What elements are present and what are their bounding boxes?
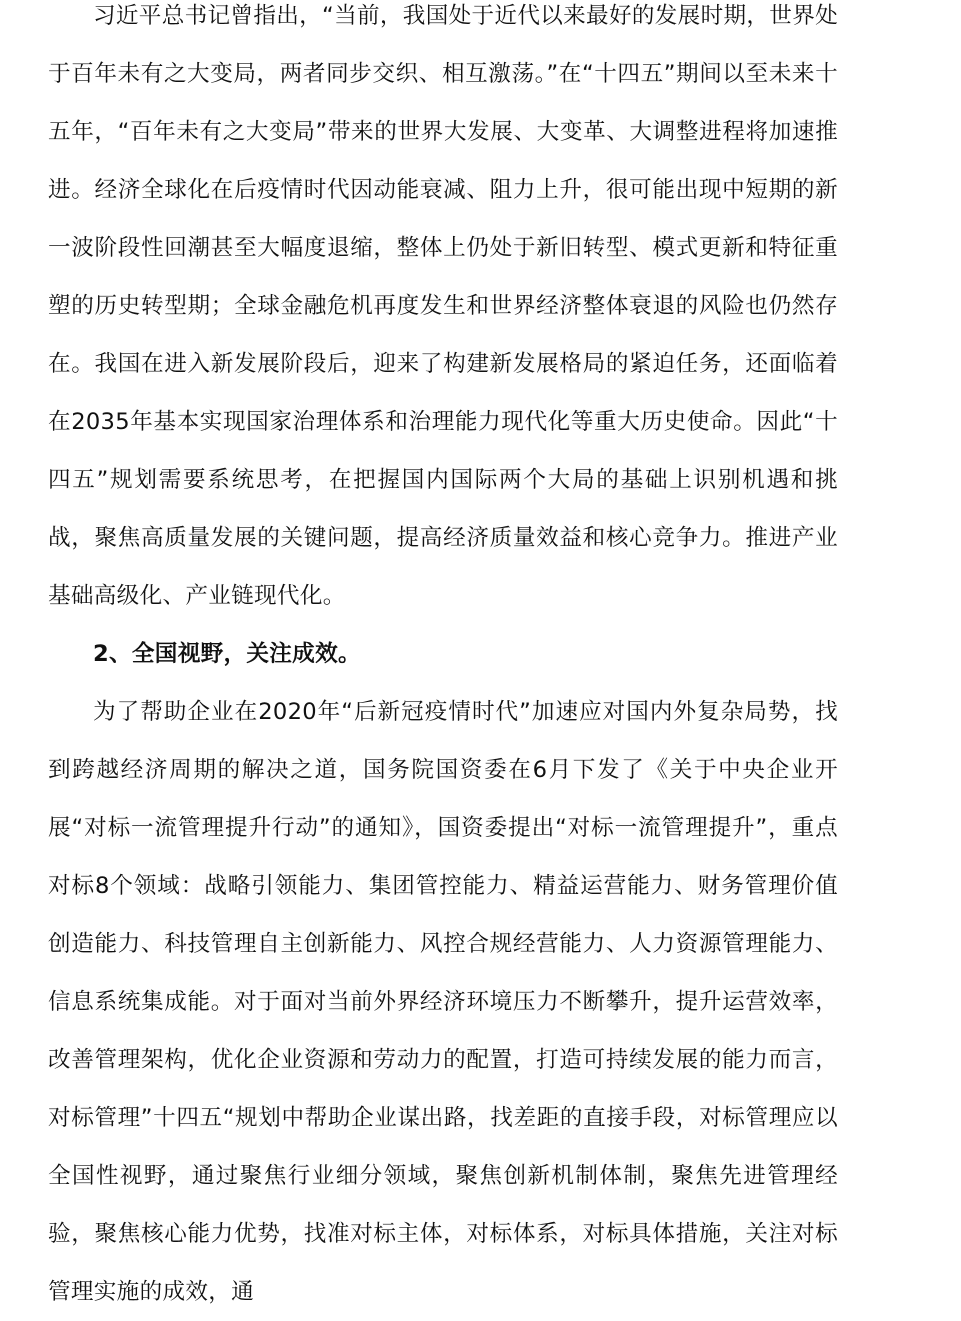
document-page: [48, 0, 838, 1321]
paragraph-global-context: 习近平总书记曾指出，“当前，我国处于近代以来最好的发展时期，世界处于百年未有之大变局，两者同步交织、相互激荡。”在“十四五”期间以至未来十五年，“百年未有之大变局”带来的世界大发展、大变革、大调整进程将加速推进。经济全球化在后疫情时代因动能衰减、阻力上升，很可能出现中短期的新一波阶段性回潮甚至大幅度退缩，整体上仍处于新旧转型、模式更新和特征重塑的历史转型期；全球金融危机再度发生和世界经济整体衰退的风险也仍然存在。我国在进入新发展阶段后，迎来了构建新发展格局的紧迫任务，还面临着在2035年基本实现国家治理体系和治理能力现代化等重大历史使命。因此“十四五”规划需要系统思考，在把握国内国际两个大局的基础上识别机遇和挑战，聚焦高质量发展的关键问题，提高经济质量效益和核心竞争力。推进产业基础高级化、产业链现代化。: [48, 3, 838, 609]
section-heading: 2、全国视野，关注成效。: [93, 641, 361, 667]
paragraph-benchmarking: 为了帮助企业在2020年“后新冠疫情时代”加速应对国内外复杂局势，找到跨越经济周期的解决之道，国务院国资委在6月下发了《关于中央企业开展“对标一流管理提升行动”的通知》，国资委提出“对标一流管理提升”，重点对标8个领域：战略引领能力、集团管控能力、精益运营能力、财务管理价值创造能力、科技管理自主创新能力、风控合规经营能力、人力资源管理能力、信息系统集成能。对于面对当前外界经济环境压力不断攀升，提升运营效率，改善管理架构，优化企业资源和劳动力的配置，打造可持续发展的能力而言，对标管理”十四五“规划中帮助企业谋出路，找差距的直接手段，对标管理应以全国性视野，通过聚焦行业细分领域，聚焦创新机制体制，聚焦先进管理经验，聚焦核心能力优势，找准对标主体，对标体系，对标具体措施，关注对标管理实施的成效，通: [48, 699, 838, 1305]
